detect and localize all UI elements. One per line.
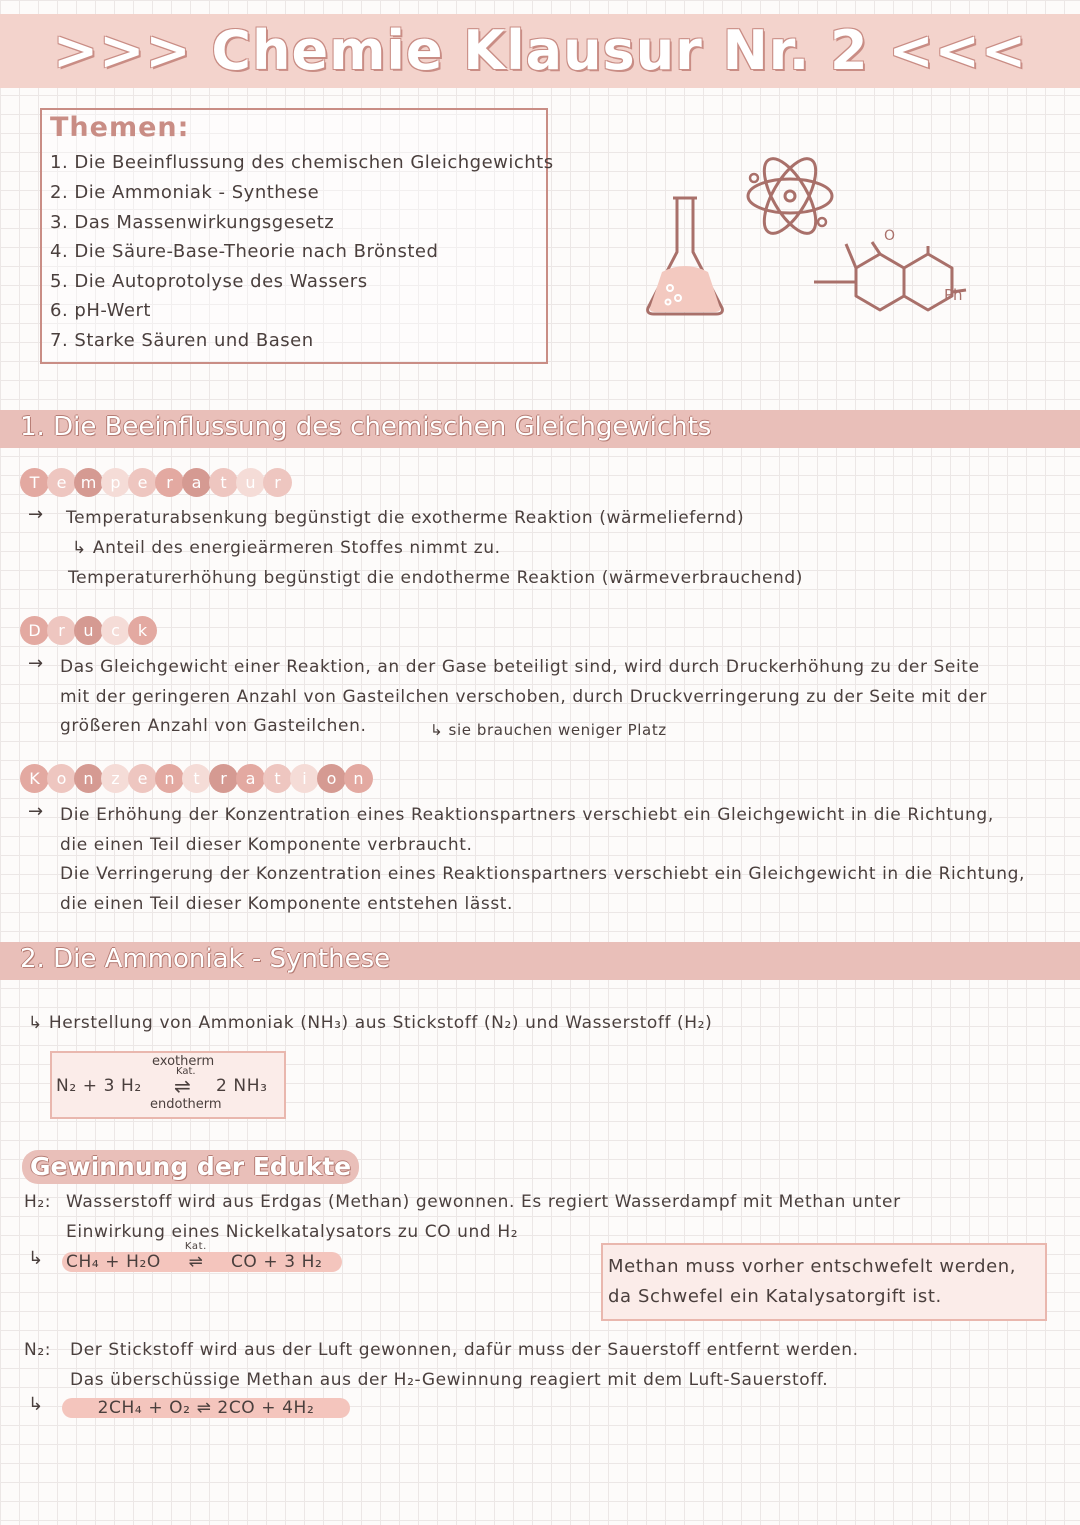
h2-line: Einwirkung eines Nickelkatalysators zu CO und H₂ (66, 1222, 519, 1242)
h2-label: H₂: (24, 1192, 52, 1212)
arrow-right-icon: → (28, 504, 44, 525)
temperatur-line: ↳ Anteil des energieärmeren Stoffes nimmt zu. (72, 538, 501, 558)
h2-reaction-lhs: CH₄ + H₂O (66, 1252, 161, 1272)
bubble-letter: r (155, 468, 184, 497)
bubble-letter: e (128, 468, 157, 497)
equation-kat: Kat. (176, 1066, 196, 1077)
bubble-letter: e (47, 468, 76, 497)
bubble-letter: n (74, 764, 103, 793)
equilibrium-arrow-icon: ⇌ (174, 1074, 192, 1098)
bubble-letter: i (290, 764, 319, 793)
themen-item: 7. Starke Säuren und Basen (50, 330, 314, 351)
phenyl-label: Ph (944, 286, 963, 304)
section-title-2: 2. Die Ammoniak - Synthese (20, 944, 391, 974)
bubble-letter: u (236, 468, 265, 497)
h2-reaction-rhs: CO + 3 H₂ (230, 1252, 323, 1272)
h2-reaction (62, 1241, 342, 1272)
arrow-right-icon: → (28, 801, 44, 822)
temperatur-line: Temperaturabsenkung begünstigt die exotherme Reaktion (wärmeliefernd) (66, 508, 745, 528)
konzentration-line: Die Verringerung der Konzentration eines Reaktionspartners verschiebt ein Gleichgewicht in die Richtung, (60, 864, 1026, 884)
themen-heading: Themen: (50, 112, 190, 143)
themen-item: 2. Die Ammoniak - Synthese (50, 182, 320, 203)
bubble-letter: t (209, 468, 238, 497)
konzentration-line: die einen Teil dieser Komponente entstehen lässt. (60, 894, 514, 914)
bubble-letter: m (74, 468, 103, 497)
themen-item: 5. Die Autoprotolyse des Wassers (50, 271, 368, 292)
temperatur-line: Temperaturerhöhung begünstigt die endotherme Reaktion (wärmeverbrauchend) (68, 568, 804, 588)
druck-note: ↳ sie brauchen weniger Platz (430, 721, 667, 739)
note-line: Methan muss vorher entschwefelt werden, (608, 1256, 1017, 1277)
bubble-letter: k (128, 616, 157, 645)
bubble-letter: n (344, 764, 373, 793)
arrow-right-icon: → (28, 653, 44, 674)
themen-item: 1. Die Beeinflussung des chemischen Gleichgewichts (50, 152, 554, 173)
bubble-letter: r (263, 468, 292, 497)
arrow-down-right-icon: ↳ (28, 1248, 44, 1269)
arrow-down-right-icon: ↳ (28, 1394, 44, 1415)
bubble-letter: D (20, 616, 49, 645)
konzentration-bubble-label (20, 764, 371, 793)
flask-icon (640, 190, 730, 320)
druck-bubble-label (20, 616, 155, 645)
molecule-icon (806, 224, 978, 328)
bubble-letter: r (47, 616, 76, 645)
konzentration-line: die einen Teil dieser Komponente verbraucht. (60, 835, 473, 855)
equilibrium-arrow-icon: ⇌ Kat. (184, 1241, 207, 1272)
themen-item: 3. Das Massenwirkungsgesetz (50, 212, 335, 233)
bubble-letter: c (101, 616, 130, 645)
themen-item: 6. pH-Wert (50, 300, 151, 321)
h2-reaction-kat: Kat. (184, 1241, 207, 1252)
druck-line: Das Gleichgewicht einer Reaktion, an der Gase beteiligt sind, wird durch Druckerhöhung zu der Seite (60, 657, 980, 677)
bubble-letter: a (236, 764, 265, 793)
druck-line: mit der geringeren Anzahl von Gasteilchen verschoben, durch Druckverringerung zu der Seite mit der (60, 687, 988, 707)
equation-rhs: 2 NH₃ (216, 1076, 268, 1096)
bubble-letter: T (20, 468, 49, 497)
temperatur-bubble-label (20, 468, 290, 497)
bubble-letter: o (317, 764, 346, 793)
section-title-1: 1. Die Beeinflussung des chemischen Gleichgewichts (20, 412, 712, 442)
n2-reaction: 2CH₄ + O₂ ⇌ 2CO + 4H₂ (62, 1398, 350, 1418)
h2-line: Wasserstoff wird aus Erdgas (Methan) gewonnen. Es regiert Wasserdampf mit Methan unter (66, 1192, 901, 1212)
page-title: >>> Chemie Klausur Nr. 2 <<< (52, 19, 1028, 82)
themen-item: 4. Die Säure-Base-Theorie nach Brönsted (50, 241, 439, 262)
themen-box (40, 108, 548, 364)
oxygen-label: O (884, 228, 896, 244)
bubble-letter: p (101, 468, 130, 497)
konzentration-line: Die Erhöhung der Konzentration eines Reaktionspartners verschiebt ein Gleichgewicht in die Richtung, (60, 805, 994, 825)
equation-exotherm: exotherm (152, 1054, 215, 1069)
equation-endotherm: endotherm (150, 1097, 222, 1112)
note-box (601, 1243, 1047, 1321)
bubble-letter: o (47, 764, 76, 793)
n2-line: Der Stickstoff wird aus der Luft gewonnen, dafür muss der Sauerstoff entfernt werden. (70, 1340, 859, 1360)
bubble-letter: u (74, 616, 103, 645)
bubble-letter: a (182, 468, 211, 497)
n2-line: Das überschüssige Methan aus der H₂-Gewinnung reagiert mit dem Luft-Sauerstoff. (70, 1370, 829, 1390)
bubble-letter: t (263, 764, 292, 793)
n2-label: N₂: (24, 1340, 52, 1360)
druck-line: größeren Anzahl von Gasteilchen. (60, 716, 367, 736)
bubble-letter: t (182, 764, 211, 793)
bubble-letter: z (101, 764, 130, 793)
bubble-letter: K (20, 764, 49, 793)
note-line: da Schwefel ein Katalysatorgift ist. (608, 1286, 942, 1307)
equation-lhs: N₂ + 3 H₂ (56, 1076, 142, 1096)
gewinnung-title: Gewinnung der Edukte (22, 1150, 359, 1184)
bubble-letter: r (209, 764, 238, 793)
bubble-letter: n (155, 764, 184, 793)
bubble-letter: e (128, 764, 157, 793)
ammoniak-intro: ↳ Herstellung von Ammoniak (NH₃) aus Stickstoff (N₂) und Wasserstoff (H₂) (28, 1013, 713, 1033)
